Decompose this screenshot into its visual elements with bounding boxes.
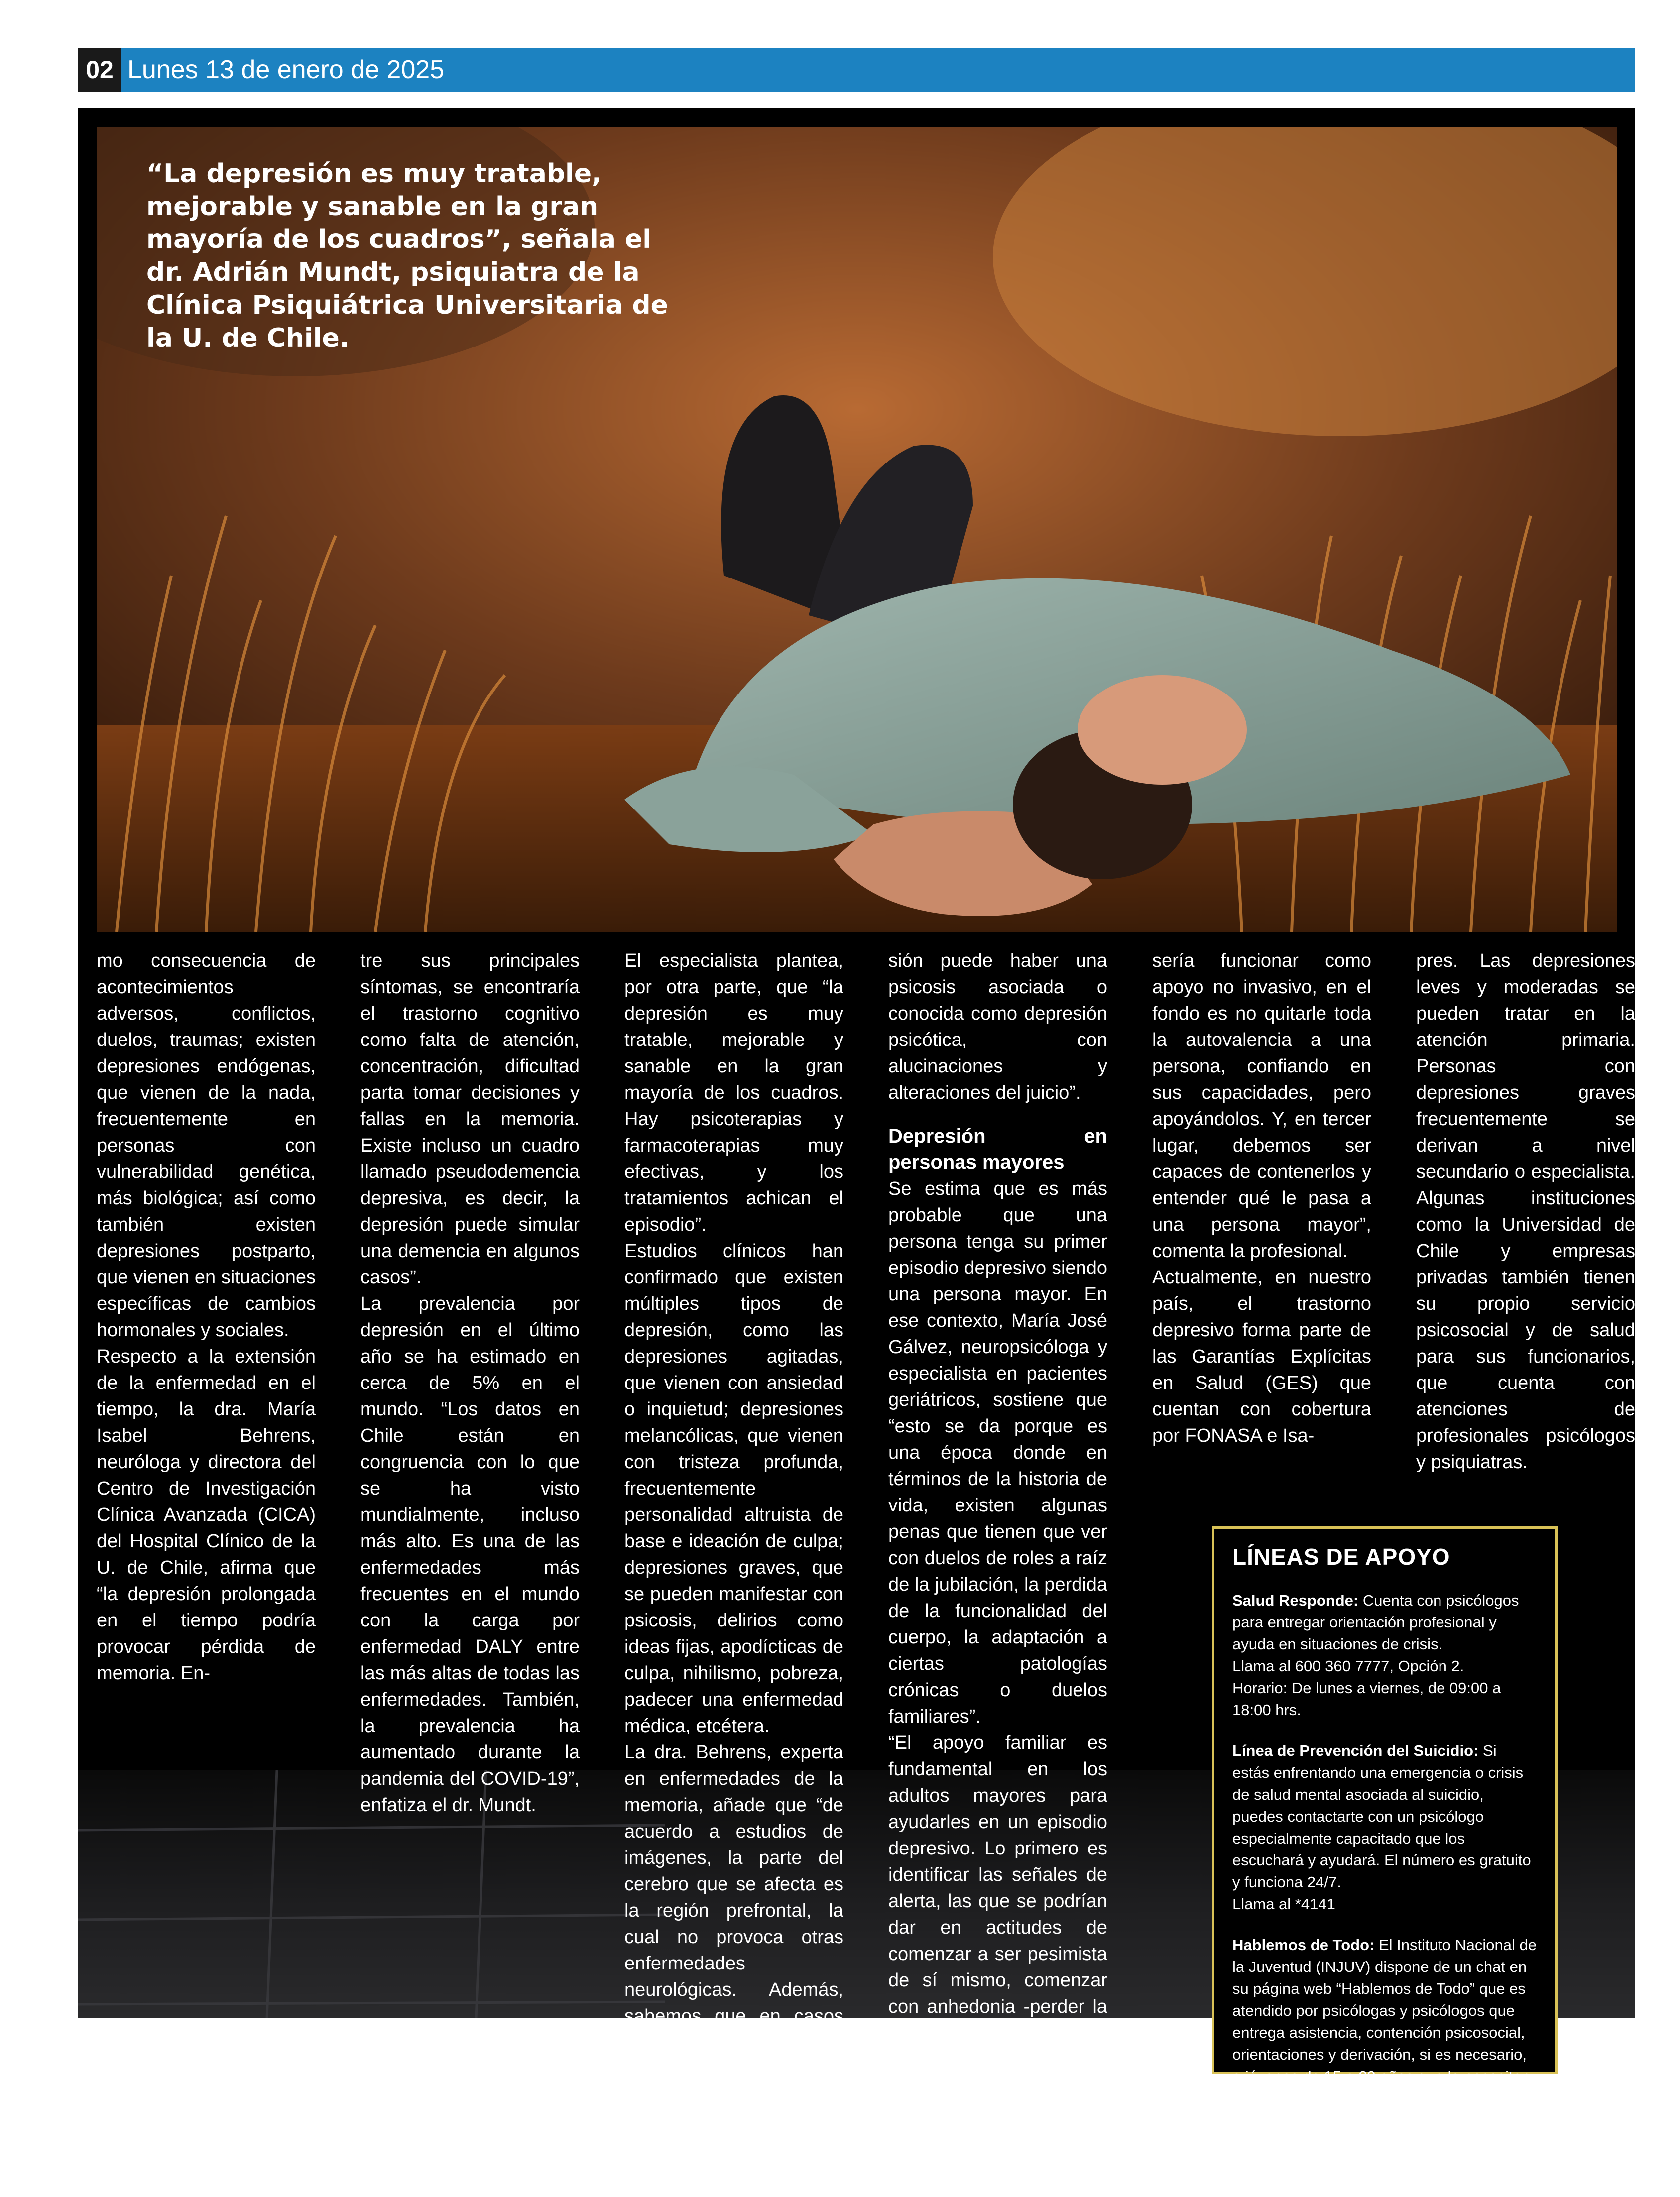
paragraph: sión puede haber una psicosis asociada o conocida como depresión psicótica, con alucinaciones y alteraciones del juicio”.	[888, 950, 1107, 1103]
article-column-4	[888, 948, 1107, 2099]
support-entry-prevencion-suicidio	[1232, 1740, 1537, 1915]
paragraph: Se estima que es más probable que una persona tenga su primer episodio depresivo siendo una persona mayor. En ese contexto, María José Gálvez, neuropsicóloga y especialista en pacientes geriátricos, sostiene que “esto se da porque es una época donde en términos de la historia de vida, existen algunas penas que tienen que ver con duelos de roles a raíz de la jubilación, la perdida de la funcionalidad del cuerpo, la adaptación a ciertas patologías crónicas o duelos familiares”.	[888, 1178, 1107, 1727]
woman-in-grass-photo	[97, 127, 1617, 932]
paragraph: Actualmente, en nuestro país, el trastorno depresivo forma parte de las Garantías Explícitas en Salud (GES) que cuentan con cobertura por FONASA e Isa-	[1152, 1267, 1371, 1446]
entry-name: Salud Responde:	[1232, 1592, 1359, 1609]
entry-description: El Instituto Nacional de la Juventud (INJUV) dispone de un chat en su página web “Hablemos de Todo” que es atendido por psicólogas y psicólogos que entrega asistencia, contención psicosocial, orientaciones y derivación, si es necesario, a jóvenes de 15 a 29 años que lo necesiten.	[1232, 1936, 1537, 2085]
support-lines-box	[1212, 1526, 1558, 2195]
entry-phone: Llama al *4141	[1232, 1895, 1335, 1913]
article-column-6	[1416, 948, 1635, 1476]
support-entry-salud-responde	[1232, 1590, 1537, 1721]
article-column-5	[1152, 948, 1371, 1449]
paragraph: Respecto a la extensión de la enfermedad en el tiempo, la dra. María Isabel Behrens, neuróloga y directora del Centro de Investigación Clínica Avanzada (CICA) del Hospital Clínico de la U. de Chile, afirma que “la depresión prolongada en el tiempo podría provocar pérdida de memoria. En-	[97, 1346, 316, 1684]
page-header-bar	[78, 48, 1635, 92]
article-panel	[78, 108, 1635, 2195]
paragraph: mo consecuencia de acontecimientos adversos, conflictos, duelos, traumas; existen depresiones endógenas, que vienen de la nada, frecuentemente en personas con vulnerabilidad genética, más biológica; así como también existen depresiones postparto, que vienen en situaciones específicas de cambios hormonales y sociales.	[97, 950, 316, 1341]
paragraph: Estudios clínicos han confirmado que existen múltiples tipos de depresión, como las depresiones agitadas, que vienen con ansiedad o inquietud; depresiones melancólicas, que vienen con tristeza profunda, frecuentemente personalidad altruista de base e ideación de culpa; depresiones graves, que se pueden manifestar con psicosis, delirios como ideas fijas, apodícticas de culpa, nihilismo, pobreza, padecer una enfermedad médica, etcétera.	[624, 1241, 843, 1736]
entry-text	[1232, 1590, 1537, 1655]
entry-description: Si estás enfrentando una emergencia o crisis de salud mental asociada al suicidio, puedes contactarte con un psicólogo especialmente capacitado que los escuchará y ayudará. El número es gratuito y funciona 24/7.	[1232, 1742, 1531, 1891]
entry-phone: Llama al 600 360 7777, Opción 2.	[1232, 1657, 1464, 1675]
page-number: 02	[78, 48, 121, 92]
entry-source: (Fuente: Imhay)	[1232, 2177, 1341, 2195]
support-lines-title: LÍNEAS DE APOYO	[1232, 1544, 1450, 1570]
article-column-2	[360, 948, 580, 1819]
paragraph: El especialista plantea, por otra parte, que “la depresión es muy tratable, mejorable y sanable en la gran mayoría de los cuadros. Hay psicoterapias y farmacoterapias muy efectivas, y los tratamientos achican el episodio”.	[624, 950, 843, 1235]
article-column-1	[97, 948, 316, 1687]
entry-description: Cuenta con psicólogos para entregar orientación profesional y ayuda en situaciones de crisis.	[1232, 1592, 1519, 1653]
paragraph: “El apoyo familiar es fundamental en los adultos mayores para ayudarles en un episodio depresivo. Lo primero es identificar las señales de alerta, las que se podrían dar en actitudes de comenzar a ser pesimista de sí mismo, comenzar con anhedonia -perder la capacidad del goce, de experimentar placer-. Segundo,	[888, 1733, 1107, 2096]
subheading: Depresión en personas mayores	[888, 1125, 1107, 1173]
page-date: Lunes 13 de enero de 2025	[127, 55, 445, 84]
entry-text	[1232, 1934, 1537, 2087]
entry-text	[1232, 1740, 1537, 1893]
paragraph: sería funcionar como apoyo no invasivo, en el fondo es no quitarle toda la autovalencia a una persona, confiando en sus capacidades, pero apoyándolos. Y, en tercer lugar, debemos ser capaces de contenerlos y entender qué le pasa a una persona mayor”, comenta la profesional.	[1152, 950, 1371, 1262]
entry-name: Hablemos de Todo:	[1232, 1936, 1375, 1954]
paragraph: La dra. Behrens, experta en enfermedades de la memoria, añade que “de acuerdo a estudios de imágenes, la parte del cerebro que se afecta es la región prefrontal, la cual no provoca otras enfermedades neurológicas. Además, sabemos que en casos severos de depre-	[624, 1742, 843, 2053]
entry-hours-weekdays: Lunes a viernes: De 10:00 a 21:00 hrs.	[1232, 2133, 1499, 2151]
entry-availability: El chat se encuentra disponible en su sitio web en los siguientes horarios:	[1232, 2089, 1521, 2129]
entry-hours-saturday: Sábados: De 11:00 a 17:00 hrs.	[1232, 2155, 1449, 2173]
photo-caption: “La depresión es muy tratable, mejorable y sanable en la gran mayoría de los cuadros”, señala el dr. Adrián Mundt, psiquiatra de la Clínica Psiquiátrica Universitaria de la U. de Chile.	[146, 159, 668, 353]
support-entry-hablemos-de-todo	[1232, 1934, 1537, 2197]
entry-hours: Horario: De lunes a viernes, de 09:00 a 18:00 hrs.	[1232, 1679, 1501, 1719]
paragraph: tre sus principales síntomas, se encontraría el trastorno cognitivo como falta de atención, concentración, dificultad parta tomar decisiones y fallas en la memoria. Existe incluso un cuadro llamado pseudodemencia depresiva, es decir, la depresión puede simular una demencia en algunos casos”.	[360, 950, 580, 1288]
paragraph: pres. Las depresiones leves y moderadas se pueden tratar en la atención primaria. Personas con depresiones graves frecuentemente se derivan a nivel secundario o especialista. Algunas instituciones como la Universidad de Chile y empresas privadas también tienen su propio servicio psicosocial y de salud para sus funcionarios, que cuenta con atenciones de profesionales psicólogos y psiquiatras.	[1416, 950, 1635, 1473]
paragraph: La prevalencia por depresión en el último año se ha estimado en cerca de 5% en el mundo. “Los datos en Chile están en congruencia con lo que se ha visto mundialmente, incluso más alto. Es una de las enfermedades más frecuentes en el mundo con la carga por enfermedad DALY entre las más altas de todas las enfermedades. También, la prevalencia ha aumentado durante la pandemia del COVID-19”, enfatiza el dr. Mundt.	[360, 1293, 580, 1816]
article-column-3	[624, 948, 843, 2056]
entry-name: Línea de Prevención del Suicidio:	[1232, 1742, 1479, 1759]
